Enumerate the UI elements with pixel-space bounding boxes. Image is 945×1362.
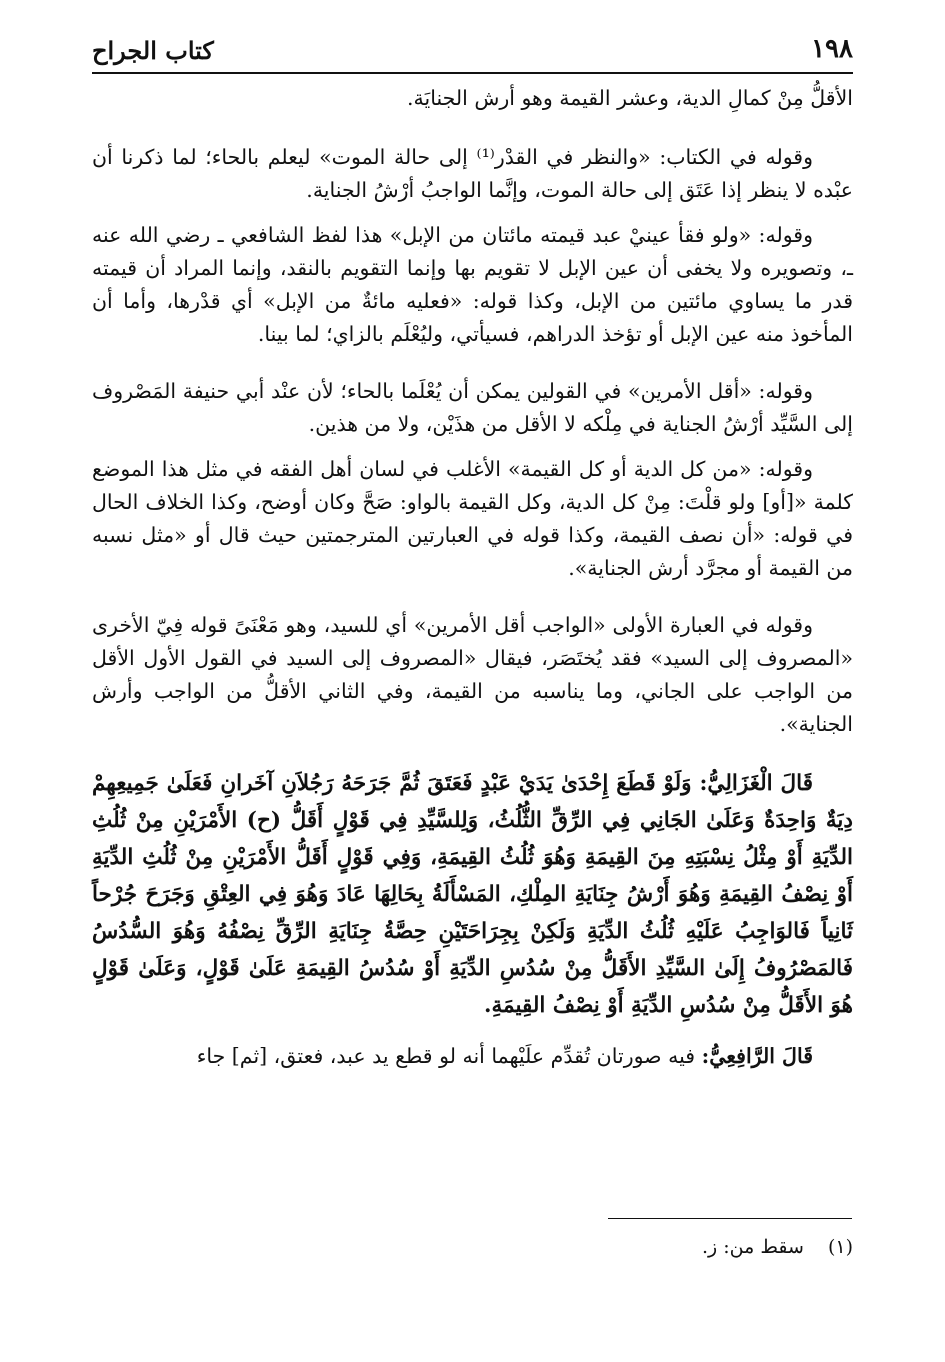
paragraph: وقوله: «أقل الأمرين» في القولين يمكن أن يُعْلَما بالحاء؛ لأن عنْد أبي حنيفة المَصْروف إلى السَّيِّد أرْشُ الجناية في مِلْكه لا الأقل من هذَيْن، ولا من هذين. [92,379,853,436]
page-number: ١٩٨ [811,34,853,64]
footnote-divider [608,1218,852,1219]
matn-text: وَلَوْ قَطَعَ إِحْدَىٰ يَدَيْ عَبْدٍ فَعَتَقَ ثُمَّ جَرَحَهُ رَجُلاَنِ آخَرانِ فَعَلَىٰ جَمِيعِهِمْ دِيَةٌ وَاحِدَةٌ وَعَلَىٰ الجَانِي فِي الرِّقِّ الثُّلُثُ، وَلِلسَّيِّدِ فِي قَوْلٍ أَقَلُّ (ح) الأَمْرَيْنِ مِنْ ثُلُثِ الدِّيَةِ أَوْ مِثْلُ نِسْبَتِهِ مِنَ القِيمَةِ وَهُوَ ثُلُثُ القِيمَةِ، وَفِي قَوْلٍ أَقَلُّ الأَمْرَيْنِ مِنْ ثُلُثِ الدِّيَةِ أَوْ نِصْفُ القِيمَةِ وَهُوَ أَرْشُ جِنَايَةِ المِلْكِ، المَسْأَلَةُ بِحَالِهَا عَادَ وَهُوَ فِي العِتْقِ وَجَرَحَ جُرْحاً ثَانِياً فَالوَاجِبُ عَلَيْهِ ثُلُثُ الدِّيَةِ وَلَكِنْ بِجِرَاحَتَيْنِ حِصَّةُ جِنَايَةِ الرِّقِّ نِصْفُهُ وَهُوَ السُّدُسُ فَالمَصْرُوفُ إِلَىٰ السَّيِّدِ الأَقَلُّ مِنْ سُدُسِ الدِّيَةِ أَوْ سُدُسُ القِيمَةِ عَلَىٰ قَوْلٍ، وَعَلَىٰ قَوْلٍ هُوَ الأَقَلُّ مِنْ سُدُسِ الدِّيَةِ أَوْ نِصْفُ القِيمَةِ. [92,771,853,1018]
paragraph: الأقلُّ مِنْ كمالِ الدية، وعشر القيمة وهو أرش الجنايَة. [406,86,853,110]
paragraph: وقوله: «ولو فقأ عينيْ عبد قيمته مائتان من الإبل» هذا لفظ الشافعي ـ رضي الله عنه ـ، وتصويره ولا يخفى أن عين الإبل لا تقويم بها وإنما التقويم بالنقد، وإنما المراد أن قيمته قدر ما يساوي مائتين من الإبل، وكذا قوله: «فعليه مائةٌ من الإبل» أي قدْرها، وأما أن المأخوذ منه عين الإبل أو تؤخذ الدراهم، فسيأتي، وليُعْلَم بالزاي؛ لما بينا. [92,223,853,346]
paragraph: وقوله في الكتاب: «والنظر في القدْر⁽¹⁾ إلى حالة الموت» ليعلم بالحاء؛ لما ذكرنا أن عبْده لا ينظر إذا عَتَق إلى حالة الموت، وإنَّما الواجبُ أرْشُ الجناية. [92,145,853,202]
paragraph: وقوله في العبارة الأولى «الواجب أقل الأمرين» أي للسيد، وهو مَعْنَىً قوله فِيّ الأخرى «المصروف إلى السيد» فقد يُختَصَر، فيقال «المصروف إلى السيد في القول الأول الأقل من الواجب على الجاني، وما يناسبه من القيمة، وفي الثاني الأقلُّ من الواجب وأرش الجناية». [92,613,853,736]
page-header [92,26,853,74]
footnote-text: سقط من: ز. [701,1236,804,1258]
footnote [702,1236,853,1258]
running-title: كتاب الجراح [92,36,214,65]
main-text [92,82,853,1085]
matn-paragraph [92,765,853,1024]
paragraph: وقوله: «من كل الدية أو كل القيمة» الأغلب في لسان أهل الفقه في مثل هذا الموضع كلمة «[أو] ولو قلْتَ: مِنْ كل الدية، وكل القيمة بالواو: صَحَّ وكان أوضح، وكذا الخلاف الحال في قوله: «أن نصف القيمة، وكذا قوله في العبارتين المترجمتين حيث قال أو «مثل نسبه من القيمة أو مجرَّد أرش الجناية». [92,457,853,580]
sharh-text: فيه صورتان تُقدِّم علَيْهما أنه لو قطع يد عبد، فعتق، [ثم] جاء [196,1044,696,1068]
matn-speaker: قَالَ الْغَزَالِيُّ: [699,771,813,796]
sharh-speaker: قَالَ الرَّافِعِيُّ: [701,1044,813,1068]
sharh-paragraph [92,1040,853,1073]
footnote-number: (١) [827,1236,853,1258]
